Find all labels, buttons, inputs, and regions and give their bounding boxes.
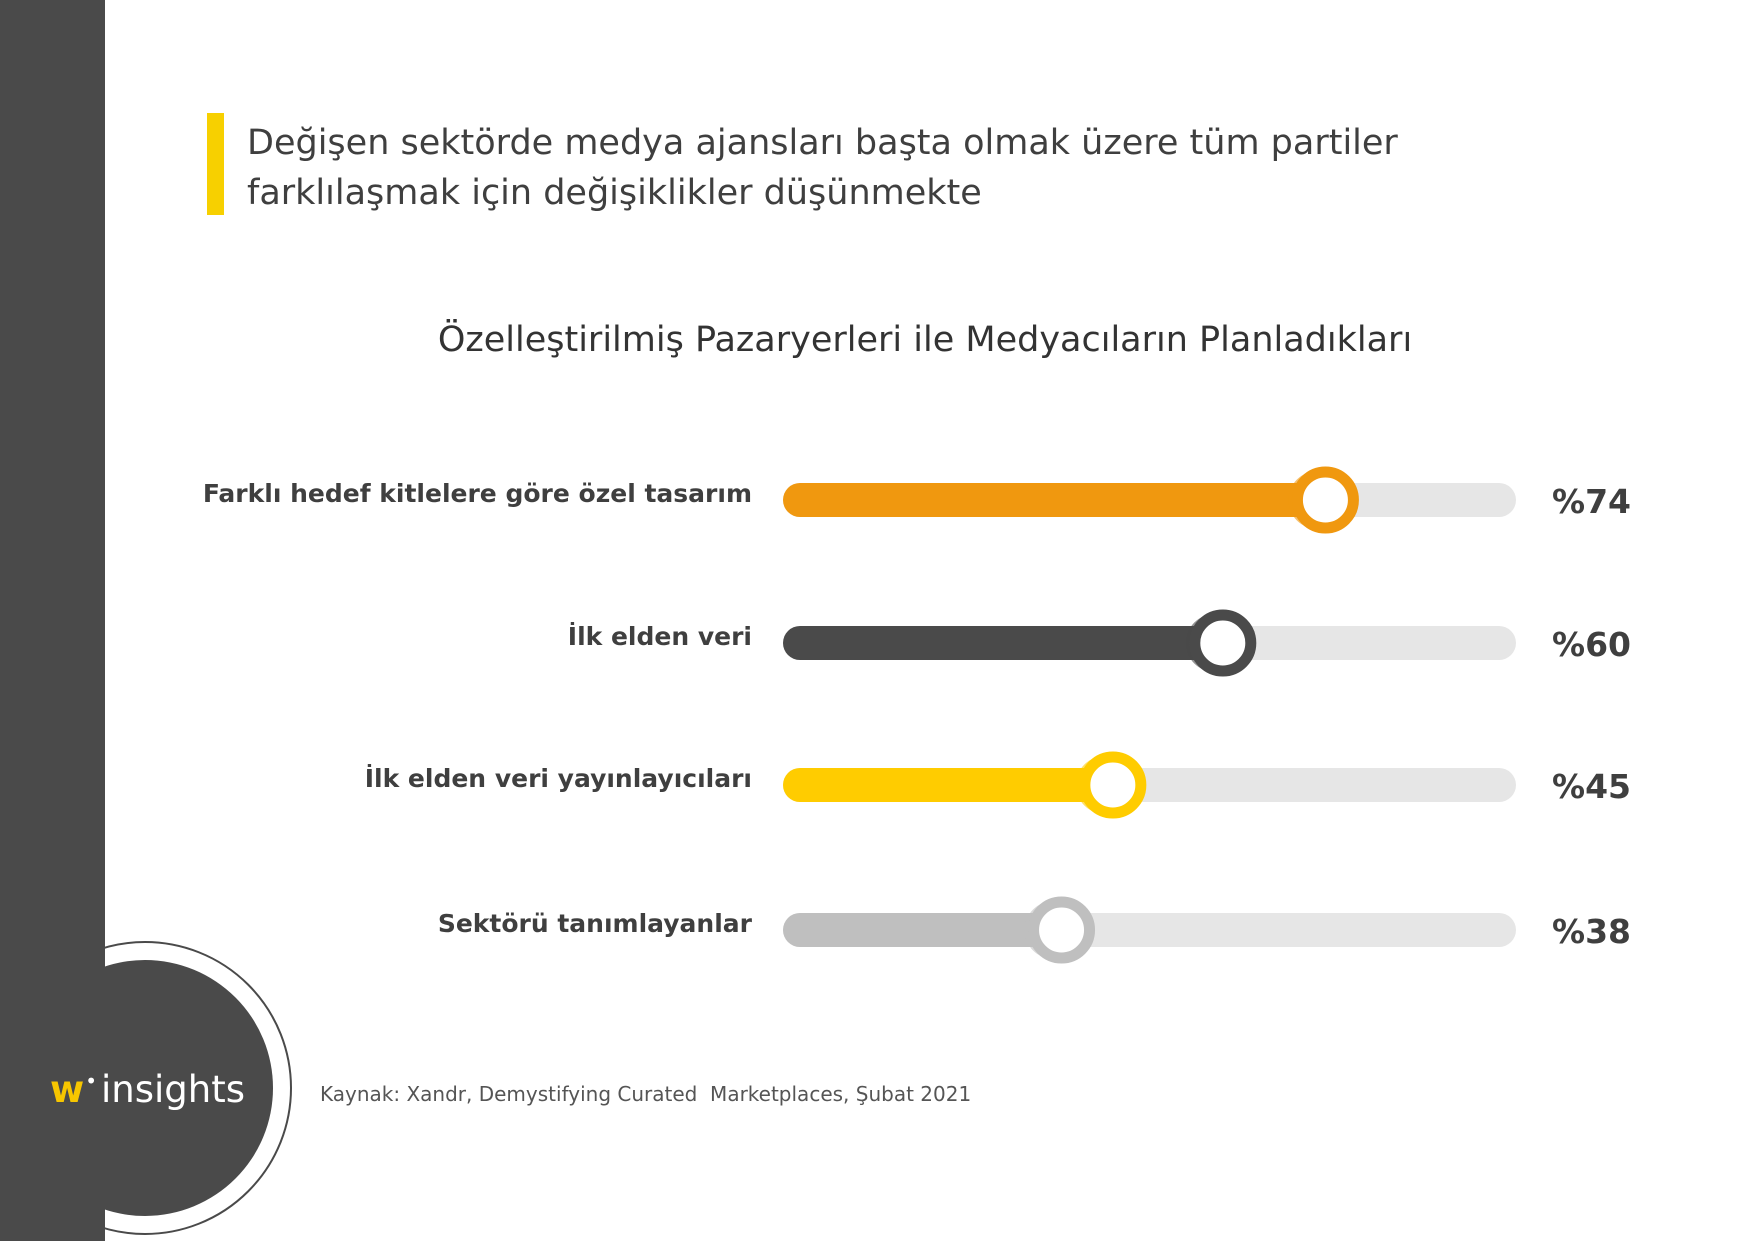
headline-line-2: farklılaşmak için değişiklikler düşünmekte xyxy=(247,173,982,213)
category-label: Sektörü tanımlayanlar xyxy=(437,909,752,938)
category-label: İlk elden veri yayınlayıcıları xyxy=(364,764,752,793)
bar xyxy=(783,913,1062,947)
bar xyxy=(783,626,1223,660)
value-label: %38 xyxy=(1552,912,1631,951)
chart-title: Özelleştirilmiş Pazaryerleri ile Medyacıların Planladıkları xyxy=(437,320,1413,360)
bar xyxy=(783,483,1325,517)
value-label: %74 xyxy=(1552,482,1631,521)
source-note: Kaynak: Xandr, Demystifying Curated Marketplaces, Şubat 2021 xyxy=(320,1082,972,1106)
logo-text: insights xyxy=(100,1068,245,1111)
headline-line-1: Değişen sektörde medya ajansları başta olmak üzere tüm partiler xyxy=(247,123,1398,163)
bar-knob xyxy=(1034,902,1090,958)
bar-knob xyxy=(1085,757,1141,813)
value-label: %60 xyxy=(1552,625,1631,664)
value-label: %45 xyxy=(1552,767,1631,806)
logo-dot: • xyxy=(85,1069,97,1093)
bar-knob xyxy=(1297,472,1353,528)
bar-knob xyxy=(1195,615,1251,671)
category-label: Farklı hedef kitlelere göre özel tasarım xyxy=(202,479,752,508)
bar xyxy=(783,768,1113,802)
logo-w: w xyxy=(50,1068,85,1111)
category-label: İlk elden veri xyxy=(567,622,752,651)
